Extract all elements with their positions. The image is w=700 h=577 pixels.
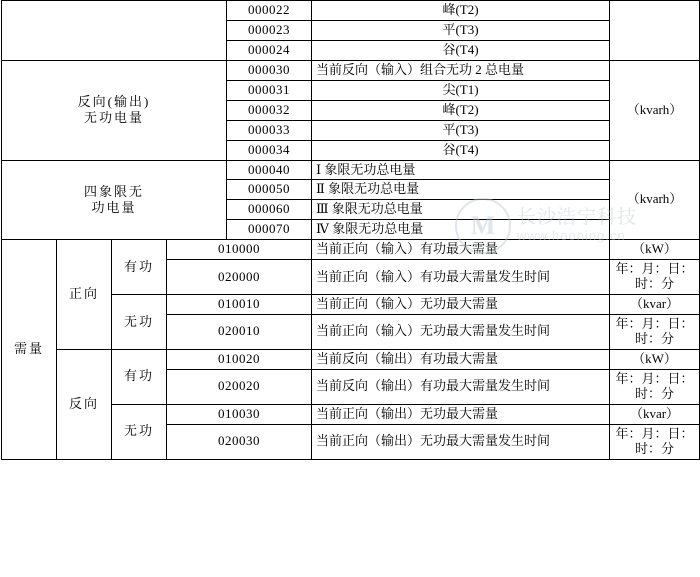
code-cell: 000024 xyxy=(227,40,312,60)
group-label-line1: 四象限无 xyxy=(83,183,144,199)
code-cell: 000060 xyxy=(227,200,312,220)
kind-reactive: 无功 xyxy=(112,295,167,350)
desc-cell: 尖(T1) xyxy=(312,80,610,100)
unit-line1: 年：月：日： xyxy=(615,261,694,277)
unit-line2: 时：分 xyxy=(634,276,674,292)
group-label-line2: 功电量 xyxy=(91,199,137,215)
group-label-line1: 反向(输出) xyxy=(77,93,151,109)
code-cell: 020030 xyxy=(167,424,312,459)
unit-cell: （kW） xyxy=(610,349,700,369)
desc-cell: Ⅳ 象限无功总电量 xyxy=(312,220,610,240)
group-demand: 需量 xyxy=(2,240,57,459)
desc-cell: 谷(T4) xyxy=(312,40,610,60)
desc-cell: 当前正向（输入）有功最大需量 xyxy=(312,240,610,260)
unit-line2: 时：分 xyxy=(634,330,674,346)
desc-cell: 当前正向（输入）无功最大需量 xyxy=(312,295,610,315)
kind-active: 有功 xyxy=(112,349,167,404)
desc-cell: 当前正向（输入）有功最大需量发生时间 xyxy=(312,260,610,295)
code-cell: 000031 xyxy=(227,80,312,100)
code-cell: 000023 xyxy=(227,20,312,40)
unit-cell xyxy=(610,424,700,459)
desc-cell: 当前反向（输入）组合无功 2 总电量 xyxy=(312,60,610,80)
desc-cell: 当前正向（输入）无功最大需量发生时间 xyxy=(312,315,610,350)
code-cell: 000030 xyxy=(227,60,312,80)
unit-cell xyxy=(610,315,700,350)
unit-cell xyxy=(610,260,700,295)
desc-cell: Ⅱ 象限无功总电量 xyxy=(312,180,610,200)
desc-cell: 当前反向（输出）有功最大需量 xyxy=(312,349,610,369)
code-cell: 000034 xyxy=(227,140,312,160)
unit-cell: （kvar） xyxy=(610,295,700,315)
group-reverse-reactive xyxy=(2,60,227,160)
code-cell: 000022 xyxy=(227,1,312,21)
desc-cell: 平(T3) xyxy=(312,20,610,40)
unit-cell xyxy=(610,369,700,404)
code-cell: 020010 xyxy=(167,315,312,350)
table-row xyxy=(2,240,700,260)
code-cell: 010020 xyxy=(167,349,312,369)
unit-line1: 年：月：日： xyxy=(615,370,694,386)
code-cell: 000040 xyxy=(227,160,312,180)
code-cell: 010010 xyxy=(167,295,312,315)
code-cell: 000050 xyxy=(227,180,312,200)
desc-cell: Ⅰ 象限无功总电量 xyxy=(312,160,610,180)
unit-cell: （kvarh） xyxy=(610,60,700,160)
watermark-company-name: 长沙浩宁科技 xyxy=(517,207,638,229)
desc-cell: 峰(T2) xyxy=(312,100,610,120)
group-label-line2: 无功电量 xyxy=(83,110,144,126)
group-four-quadrant xyxy=(2,160,227,240)
desc-cell: Ⅲ 象限无功总电量 xyxy=(312,200,610,220)
code-cell: 000033 xyxy=(227,120,312,140)
watermark-website: www.hooning.cn xyxy=(517,228,626,244)
kind-active: 有功 xyxy=(112,240,167,295)
table-row xyxy=(2,349,700,369)
code-cell: 000032 xyxy=(227,100,312,120)
table-row xyxy=(2,60,700,80)
code-cell: 020000 xyxy=(167,260,312,295)
code-cell: 020020 xyxy=(167,369,312,404)
kind-reactive: 无功 xyxy=(112,404,167,459)
watermark-logo-icon: M xyxy=(455,198,511,254)
desc-cell: 峰(T2) xyxy=(312,1,610,21)
desc-cell: 谷(T4) xyxy=(312,140,610,160)
data-item-code-table xyxy=(1,0,700,460)
code-cell: 000070 xyxy=(227,220,312,240)
unit-cell: （kvar） xyxy=(610,404,700,424)
table-row xyxy=(2,1,700,21)
code-cell: 010030 xyxy=(167,404,312,424)
desc-cell: 平(T3) xyxy=(312,120,610,140)
desc-cell: 当前正向（输出）无功最大需量发生时间 xyxy=(312,424,610,459)
direction-forward: 正向 xyxy=(57,240,112,350)
unit-line2: 时：分 xyxy=(634,440,674,456)
desc-cell: 当前反向（输出）有功最大需量发生时间 xyxy=(312,369,610,404)
unit-cell: （kW） xyxy=(610,240,700,260)
desc-cell: 当前正向（输出）无功最大需量 xyxy=(312,404,610,424)
table-row xyxy=(2,160,700,180)
unit-cell xyxy=(610,1,700,61)
code-cell: 010000 xyxy=(167,240,312,260)
unit-cell: （kvarh） xyxy=(610,160,700,240)
direction-reverse: 反向 xyxy=(57,349,112,459)
unit-line1: 年：月：日： xyxy=(615,425,694,441)
unit-line1: 年：月：日： xyxy=(615,316,694,331)
continued-group-cell xyxy=(2,1,227,61)
unit-line2: 时：分 xyxy=(634,385,674,401)
